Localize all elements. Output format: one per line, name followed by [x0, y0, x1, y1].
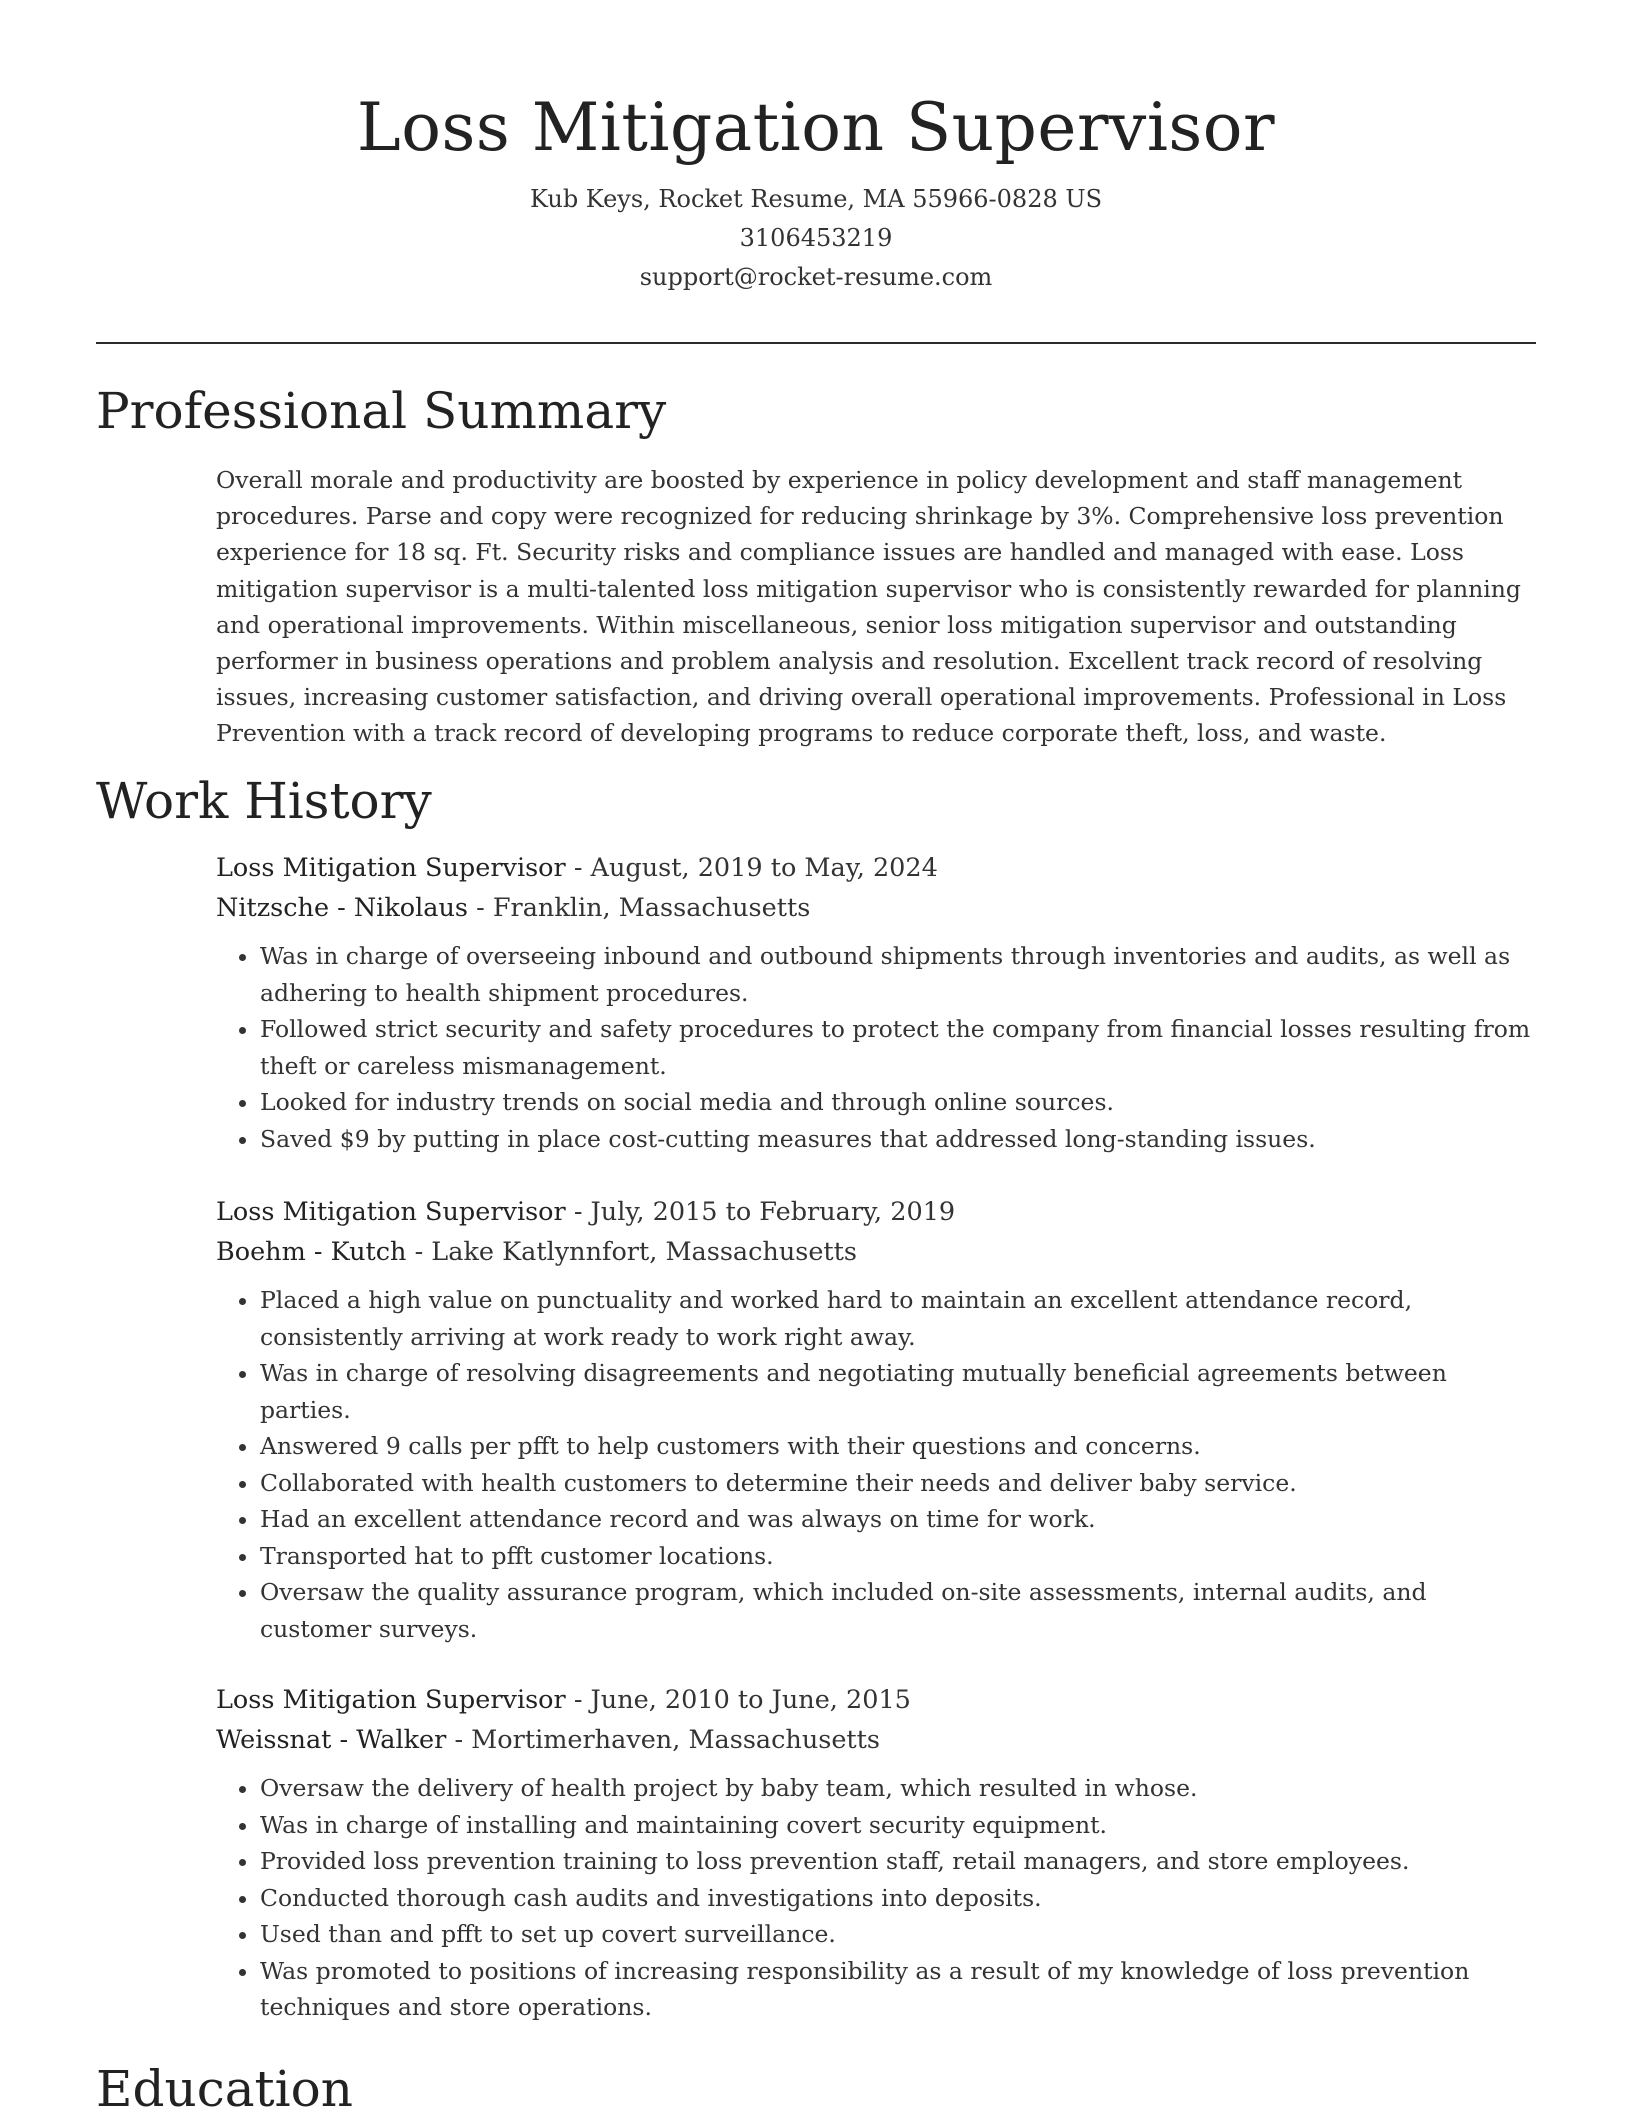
- job-entry: [216, 848, 1540, 1157]
- job-bullet: • Placed a high value on punctuality and worked hard to maintain an excellent attendance record, consistently arriving at work ready to work right away.: [260, 1282, 1540, 1355]
- job-title-line: [216, 848, 1540, 888]
- job-title: Loss Mitigation Supervisor: [216, 1197, 566, 1227]
- job-bullets: [216, 1770, 1540, 2026]
- candidate-name: Loss Mitigation Supervisor: [356, 89, 1276, 166]
- job-bullet: • Was promoted to positions of increasing responsibility as a result of my knowledge of loss prevention techniques and store operations.: [260, 1953, 1540, 2026]
- job-location: - Franklin, Massachusetts: [468, 893, 811, 923]
- contact-phone: 3106453219: [739, 224, 893, 252]
- job-bullet: • Provided loss prevention training to loss prevention staff, retail managers, and store employees.: [260, 1843, 1540, 1880]
- summary-text: Overall morale and productivity are boosted by experience in policy development and staff management procedures. Parse and copy were recognized for reducing shrinkage by 3%. Comprehensive loss prevention experience for 18 sq. Ft. Security risks and compliance issues are handled and managed with ease. Loss mitigation supervisor is a multi-talented loss mitigation supervisor who is consistently rewarded for planning and operational improvements. Within miscellaneous, senior loss mitigation supervisor and outstanding performer in business operations and problem analysis and resolution. Excellent track record of resolving issues, increasing customer satisfaction, and driving overall operational improvements. Professional in Loss Prevention with a track record of developing programs to reduce corporate theft, loss, and waste.: [216, 466, 1521, 748]
- job-bullet: • Oversaw the delivery of health project by baby team, which resulted in whose.: [260, 1770, 1540, 1807]
- job-bullet: • Answered 9 calls per pfft to help customers with their questions and concerns.: [260, 1428, 1540, 1465]
- job-employer-line: [216, 1232, 1540, 1272]
- job-location: - Lake Katlynnfort, Massachusetts: [406, 1237, 858, 1267]
- job-bullet: • Saved $9 by putting in place cost-cutting measures that addressed long-standing issues.: [260, 1121, 1540, 1158]
- job-bullets: [216, 1282, 1540, 1647]
- education-heading: Education: [96, 2060, 353, 2118]
- job-bullet: • Used than and pfft to set up covert surveillance.: [260, 1916, 1540, 1953]
- job-bullet: • Collaborated with health customers to determine their needs and deliver baby service.: [260, 1465, 1540, 1502]
- job-title: Loss Mitigation Supervisor: [216, 853, 566, 883]
- job-title-line: [216, 1680, 1540, 1720]
- job-employer: Weissnat - Walker: [216, 1725, 447, 1755]
- job-bullets: [216, 938, 1540, 1157]
- job-bullet: • Looked for industry trends on social media and through online sources.: [260, 1084, 1540, 1121]
- job-bullet: • Was in charge of installing and maintaining covert security equipment.: [260, 1807, 1540, 1844]
- job-location: - Mortimerhaven, Massachusetts: [446, 1725, 881, 1755]
- job-title: Loss Mitigation Supervisor: [216, 1685, 566, 1715]
- job-bullet: • Was in charge of resolving disagreements and negotiating mutually beneficial agreements between parties.: [260, 1355, 1540, 1428]
- contact-address: Kub Keys, Rocket Resume, MA 55966-0828 US: [529, 185, 1103, 213]
- work-history-heading: Work History: [96, 772, 432, 830]
- job-employer-line: [216, 888, 1540, 928]
- header-divider: [96, 342, 1536, 344]
- job-entry: [216, 1680, 1540, 2026]
- contact-block: [0, 180, 1632, 297]
- job-bullet: • Was in charge of overseeing inbound and outbound shipments through inventories and audits, as well as adhering to health shipment procedures.: [260, 938, 1540, 1011]
- job-bullet: • Conducted thorough cash audits and investigations into deposits.: [260, 1880, 1540, 1917]
- summary-heading: Professional Summary: [96, 382, 667, 440]
- job-bullet: • Followed strict security and safety procedures to protect the company from financial losses resulting from theft or careless mismanagement.: [260, 1011, 1540, 1084]
- contact-email: support@rocket-resume.com: [639, 263, 993, 291]
- job-bullet: • Had an excellent attendance record and was always on time for work.: [260, 1501, 1540, 1538]
- job-title-line: [216, 1192, 1540, 1232]
- job-bullet: • Oversaw the quality assurance program, which included on-site assessments, internal audits, and customer surveys.: [260, 1574, 1540, 1647]
- job-bullet: • Transported hat to pfft customer locations.: [260, 1538, 1540, 1575]
- job-entry: [216, 1192, 1540, 1647]
- job-employer: Boehm - Kutch: [216, 1237, 407, 1267]
- job-employer-line: [216, 1720, 1540, 1760]
- job-dates: - July, 2015 to February, 2019: [565, 1197, 956, 1227]
- job-dates: - August, 2019 to May, 2024: [565, 853, 938, 883]
- job-employer: Nitzsche - Nikolaus: [216, 893, 468, 923]
- job-dates: - June, 2010 to June, 2015: [565, 1685, 911, 1715]
- resume-header: [0, 0, 1632, 297]
